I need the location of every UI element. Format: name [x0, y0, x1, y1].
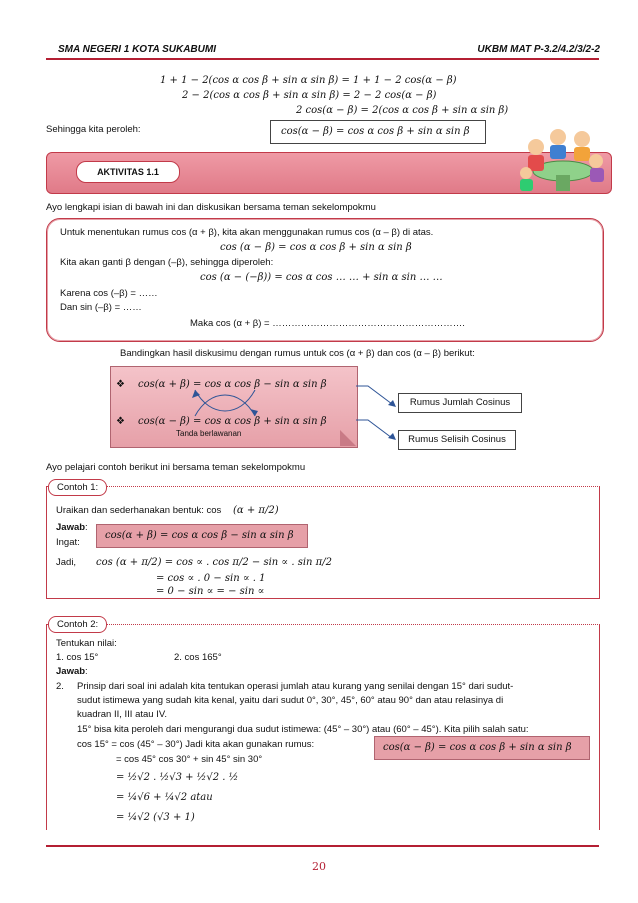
- example-1-step-3: = 0 − sin ∝ = − sin ∝: [156, 586, 265, 597]
- example-2-para-2: sudut istimewa yang sudah kita kenal, yaitu dari sudut 0°, 30°, 45°, 60° atau 90° dan atau relasinya di: [77, 695, 504, 706]
- activity-line-7: Maka cos (α + β) = …………………………………………………….: [190, 318, 465, 329]
- jawab-text-2: Jawab: [56, 666, 86, 677]
- example-2-step-2: = ½√2 . ½√3 + ½√2 . ½: [116, 772, 239, 783]
- example-1-step-2: = cos ∝ . 0 − sin ∝ . 1: [156, 573, 266, 584]
- footer-rule: [46, 845, 599, 847]
- example-2-item-1: 1. cos 15°: [56, 652, 99, 663]
- example-2-step-3: = ¼√6 + ¼√2 atau: [116, 792, 213, 803]
- activity-label: AKTIVITAS 1.1: [97, 167, 159, 177]
- example-1-remember-label: Ingat:: [56, 537, 80, 548]
- example-2-para-3: kuadran II, III atau IV.: [77, 709, 167, 720]
- jawab-colon-2: :: [85, 666, 88, 677]
- formula-note-fold: [340, 430, 356, 446]
- conclusion-box: [270, 120, 486, 144]
- group-discussion-illustration: [518, 125, 608, 195]
- activity-label-pill: [76, 161, 180, 183]
- header-school: SMA NEGERI 1 KOTA SUKABUMI: [58, 44, 216, 55]
- example-2-para-4: 15° bisa kita peroleh dari mengurangi dua sudut istimewa: (45° – 30°) atau (60° – 45°). Kita pilih salah satu:: [77, 724, 529, 735]
- label-arrows: [356, 380, 402, 440]
- example-2-para-5: cos 15° = cos (45° – 30°) Jadi kita akan gunakan rumus:: [77, 739, 315, 750]
- formula-sum: cos(α + β) = cos α cos β − sin α sin β: [138, 379, 327, 390]
- example-2-tab: Contoh 2:: [48, 616, 107, 633]
- example-2-number: 2.: [56, 681, 64, 692]
- example-2-item-2: 2. cos 165°: [174, 652, 222, 663]
- equation-line-3: 2 cos(α − β) = 2(cos α cos β + sin α sin β): [296, 105, 509, 116]
- example-2-step-4: = ¼√2 (√3 + 1): [116, 812, 195, 823]
- page-number: 20: [312, 860, 326, 873]
- sum-cosine-label: Rumus Jumlah Cosinus: [398, 393, 522, 413]
- header-code: UKBM MAT P-3.2/4.2/3/2-2: [477, 44, 600, 55]
- header-rule: [46, 58, 599, 60]
- equation-line-1: 1 + 1 − 2(cos α cos β + sin α sin β) = 1 + 1 − 2 cos(α − β): [160, 75, 457, 86]
- opposite-sign-note: Tanda berlawanan: [176, 429, 242, 438]
- example-1-tab: Contoh 1:: [48, 479, 107, 496]
- example-2-formula: cos(α − β) = cos α cos β + sin α sin β: [383, 742, 572, 753]
- example-1-step-1: cos (α + π/2) = cos ∝ . cos π/2 − sin ∝ . sin π/2: [96, 557, 332, 568]
- example-1-jadi: Jadi,: [56, 557, 77, 568]
- example-2-formula-box: [374, 736, 590, 760]
- activity-line-5: Karena cos (–β) = ……: [60, 288, 158, 299]
- example-2-title: Tentukan nilai:: [56, 638, 117, 649]
- example-1-formula-box: [96, 524, 308, 548]
- activity-line-4: cos (α − (−β)) = cos α cos … … + sin α sin … …: [200, 272, 443, 283]
- jawab-text: Jawab: [56, 522, 86, 533]
- conclusion-formula: cos(α − β) = cos α cos β + sin α sin β: [281, 126, 470, 137]
- example-2-answer-label: [56, 666, 88, 677]
- formula-difference: cos(α − β) = cos α cos β + sin α sin β: [138, 416, 327, 427]
- bullet-1: ❖: [116, 379, 125, 390]
- conclusion-label: Sehingga kita peroleh:: [46, 124, 141, 135]
- difference-cosine-label: Rumus Selisih Cosinus: [398, 430, 516, 450]
- example-1-answer-label: [56, 522, 88, 533]
- equation-line-2: 2 − 2(cos α cos β + sin α sin β) = 2 − 2 cos(α − β): [182, 90, 437, 101]
- activity-intro: Ayo lengkapi isian di bawah ini dan diskusikan bersama teman sekelompokmu: [46, 202, 376, 213]
- activity-line-3: Kita akan ganti β dengan (–β), sehingga diperoleh:: [60, 257, 274, 268]
- activity-line-6: Dan sin (–β) = ……: [60, 302, 142, 313]
- example-2-para-1: Prinsip dari soal ini adalah kita tentukan operasi jumlah atau kurang yang senilai dengan 15° dari sudut-: [77, 681, 514, 692]
- example-2-step-1: = cos 45° cos 30° + sin 45° sin 30°: [116, 754, 263, 765]
- jawab-colon: :: [85, 522, 88, 533]
- example-1-question-expr: (α + π/2): [233, 505, 279, 516]
- activity-line-2: cos (α − β) = cos α cos β + sin α sin β: [220, 242, 412, 253]
- compare-text: Bandingkan hasil diskusimu dengan rumus untuk cos (α + β) dan cos (α – β) berikut:: [120, 348, 475, 359]
- example-1-formula: cos(α + β) = cos α cos β − sin α sin β: [105, 530, 294, 541]
- sign-arrows: [150, 378, 280, 428]
- example-1-question: Uraikan dan sederhanakan bentuk: cos: [56, 505, 222, 516]
- activity-line-1: Untuk menentukan rumus cos (α + β), kita akan menggunakan rumus cos (α – β) di atas.: [60, 227, 434, 238]
- bullet-2: ❖: [116, 416, 125, 427]
- examples-intro: Ayo pelajari contoh berikut ini bersama teman sekelompokmu: [46, 462, 306, 473]
